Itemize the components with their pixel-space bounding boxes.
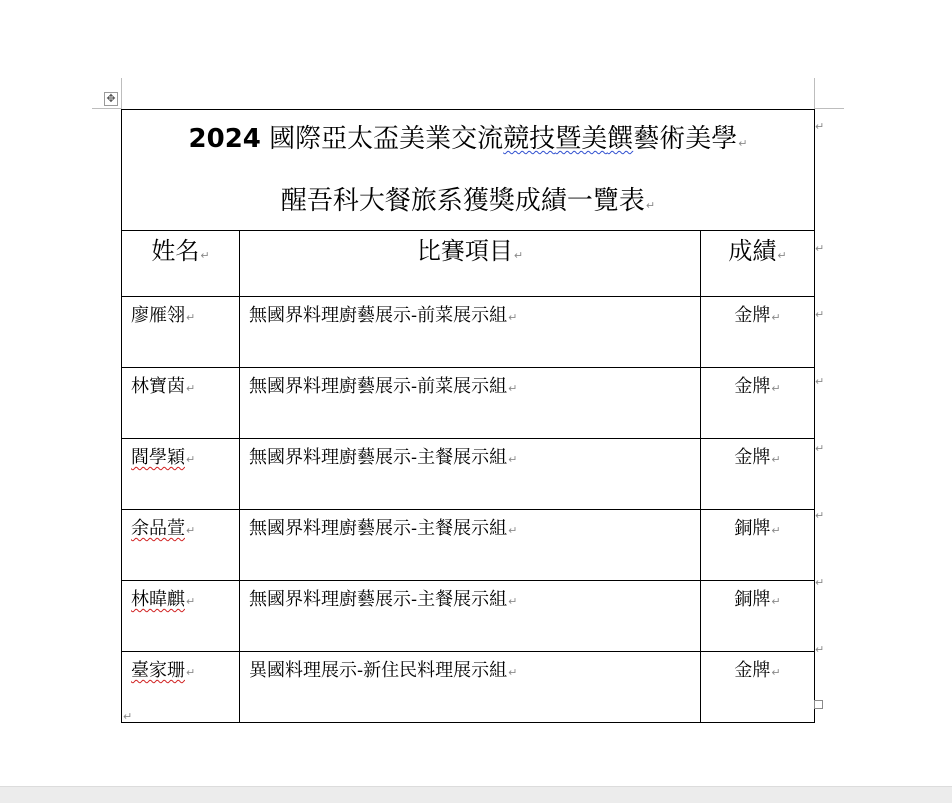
crop-mark-right-h	[814, 108, 844, 109]
table-row	[122, 297, 815, 368]
paragraph-mark: ↵	[508, 453, 518, 466]
end-of-row-mark: ↵	[815, 375, 825, 388]
student-name: 廖雁翎	[131, 305, 185, 326]
paragraph-mark: ↵	[186, 382, 196, 395]
name-cell[interactable]	[122, 297, 240, 368]
event-name: 異國料理展示-新住民料理展示組	[249, 660, 508, 681]
name-cell[interactable]	[122, 581, 240, 652]
end-of-row-mark: ↵	[815, 120, 825, 133]
paragraph-mark: ↵	[738, 137, 748, 150]
result-cell[interactable]	[701, 368, 815, 439]
end-of-row-mark: ↵	[815, 308, 825, 321]
paragraph-mark: ↵	[186, 453, 196, 466]
name-cell[interactable]	[122, 510, 240, 581]
header-result-cell[interactable]	[701, 231, 815, 297]
result-cell[interactable]	[701, 510, 815, 581]
header-event-cell[interactable]	[240, 231, 701, 297]
paragraph-mark: ↵	[771, 311, 781, 324]
paragraph-mark: ↵	[771, 524, 781, 537]
paragraph-mark: ↵	[771, 595, 781, 608]
title-cell[interactable]	[122, 110, 815, 231]
paragraph-mark: ↵	[771, 666, 781, 679]
table-row	[122, 510, 815, 581]
paragraph-mark: ↵	[508, 666, 518, 679]
result-cell[interactable]	[701, 652, 815, 723]
event-name: 無國界料理廚藝展示-主餐展示組	[249, 447, 508, 468]
table-row	[122, 368, 815, 439]
paragraph-mark: ↵	[777, 249, 787, 262]
table-move-handle-icon[interactable]: ✥	[104, 92, 118, 106]
event-cell[interactable]	[240, 581, 701, 652]
event-cell[interactable]	[240, 297, 701, 368]
header-event: 比賽項目	[416, 237, 513, 265]
award-table	[121, 109, 815, 723]
end-of-row-mark: ↵	[815, 242, 825, 255]
table-row	[122, 581, 815, 652]
paragraph-mark: ↵	[508, 311, 518, 324]
paragraph-mark: ↵	[186, 666, 196, 679]
result-cell[interactable]	[701, 297, 815, 368]
title-line-2	[122, 186, 814, 221]
paragraph-mark: ↵	[186, 524, 196, 537]
header-name-cell[interactable]	[122, 231, 240, 297]
event-name: 無國界料理廚藝展示-主餐展示組	[249, 518, 508, 539]
event-cell[interactable]	[240, 368, 701, 439]
title-part-e: 藝術美學	[633, 124, 738, 154]
result-cell[interactable]	[701, 581, 815, 652]
paragraph-mark: ↵	[200, 249, 210, 262]
title-part-a: 國際亞太盃美業交流	[260, 124, 504, 154]
title-line-2-text: 醒吾科大餐旅系獲獎成績一覽表	[280, 186, 645, 216]
end-of-row-mark: ↵	[815, 442, 825, 455]
crop-mark-right	[814, 78, 815, 109]
paragraph-mark: ↵	[771, 453, 781, 466]
paragraph-mark: ↵	[186, 595, 196, 608]
name-cell[interactable]	[122, 652, 240, 723]
medal: 銅牌	[734, 518, 771, 539]
event-cell[interactable]	[240, 652, 701, 723]
event-cell[interactable]	[240, 510, 701, 581]
title-part-b: 競技	[503, 124, 556, 154]
header-row	[122, 231, 815, 297]
status-bar	[0, 786, 952, 803]
paragraph-mark: ↵	[508, 524, 518, 537]
result-cell[interactable]	[701, 439, 815, 510]
paragraph-mark: ↵	[513, 249, 524, 262]
paragraph-mark: ↵	[508, 382, 518, 395]
table-row	[122, 652, 815, 723]
table-row	[122, 439, 815, 510]
title-part-d: 饌	[607, 124, 634, 154]
title-line-1	[122, 124, 814, 159]
crop-mark-left-h	[92, 108, 121, 109]
table-resize-handle[interactable]	[814, 700, 823, 709]
student-name: 林寶茵	[131, 376, 185, 397]
paragraph-mark: ↵	[645, 199, 656, 212]
header-name: 姓名	[151, 237, 200, 265]
end-of-row-mark: ↵	[815, 576, 825, 589]
paragraph-mark: ↵	[186, 311, 196, 324]
student-name: 閻學穎	[131, 447, 185, 468]
name-cell[interactable]	[122, 439, 240, 510]
event-name: 無國界料理廚藝展示-前菜展示組	[249, 305, 508, 326]
header-result: 成績	[728, 237, 777, 265]
end-of-row-mark: ↵	[815, 643, 825, 656]
paragraph-mark: ↵	[508, 595, 518, 608]
student-name: 臺家珊	[131, 660, 185, 681]
title-row	[122, 110, 815, 231]
student-name: 余品萱	[131, 518, 185, 539]
crop-mark-left	[121, 78, 122, 109]
title-part-c: 暨美	[555, 124, 608, 154]
event-name: 無國界料理廚藝展示-主餐展示組	[249, 589, 508, 610]
name-cell[interactable]	[122, 368, 240, 439]
paragraph-mark: ↵	[123, 710, 133, 723]
event-cell[interactable]	[240, 439, 701, 510]
end-of-row-mark: ↵	[815, 509, 825, 522]
medal: 銅牌	[734, 589, 771, 610]
medal: 金牌	[734, 376, 771, 397]
medal: 金牌	[734, 660, 771, 681]
medal: 金牌	[734, 447, 771, 468]
paragraph-mark: ↵	[771, 382, 781, 395]
event-name: 無國界料理廚藝展示-前菜展示組	[249, 376, 508, 397]
medal: 金牌	[734, 305, 771, 326]
title-year: 2024	[188, 124, 261, 154]
student-name: 林暐麒	[131, 589, 185, 610]
